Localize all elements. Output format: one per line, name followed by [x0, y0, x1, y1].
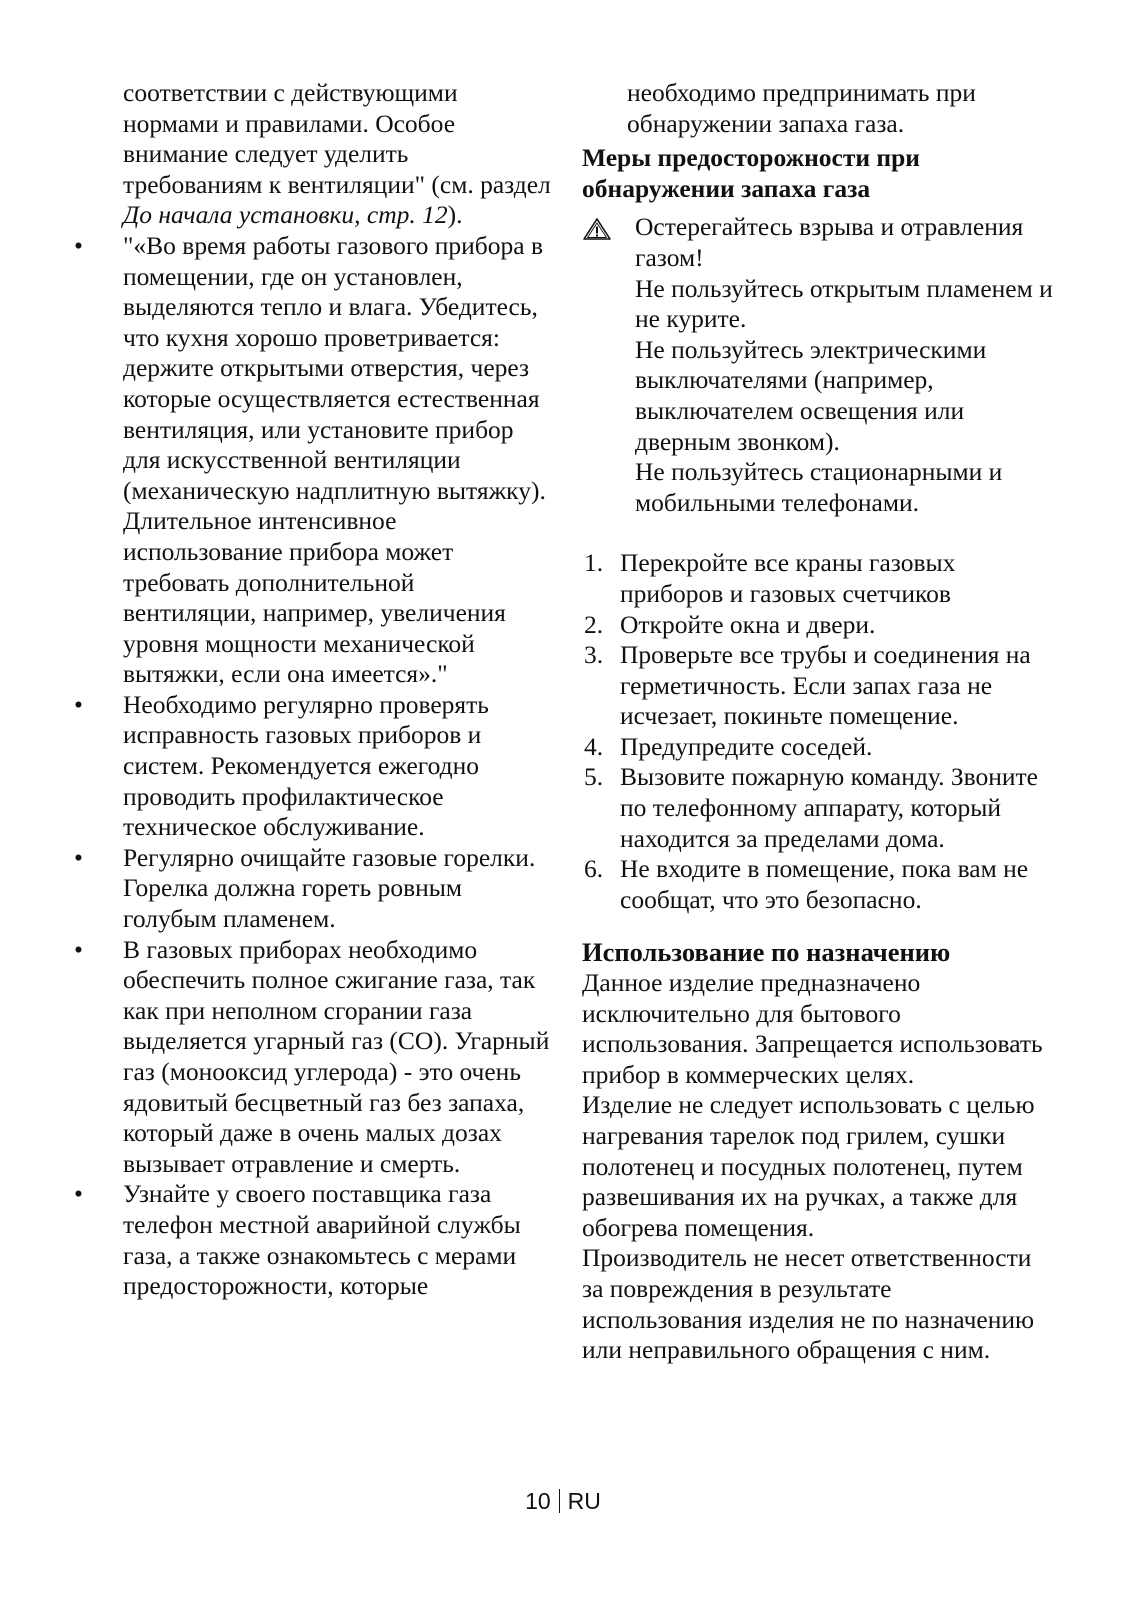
intended-use-paragraph: Данное изделие предназначено исключительно для бытового использования. Запрещается использовать прибор в коммерческих целях. [582, 968, 1043, 1089]
warning-block [582, 212, 1057, 518]
intended-use-heading: Использование по назначению [582, 937, 951, 968]
list-item [582, 610, 1057, 641]
bullet-item [72, 935, 552, 1180]
warning-line: Не пользуйтесь стационарными и мобильными телефонами. [635, 457, 1003, 517]
step-text: Вызовите пожарную команду. Звоните по телефонному аппарату, который находится за пределами дома. [620, 762, 1038, 853]
bullet-item [72, 1179, 552, 1301]
step-text: Предупредите соседей. [620, 731, 873, 761]
warning-line: Не пользуйтесь открытым пламенем и не курите. [635, 273, 1053, 334]
intended-use-paragraph: Изделие не следует использовать с целью нагревания тарелок под грилем, сушки полотенец и посудных полотенец, путем развешивания их на ручках, а также для обогрева помещения. [582, 1090, 1035, 1242]
intended-use-paragraph: Производитель не несет ответственности за повреждения в результате использования изделия не по назначению или неправильного обращения с ним. [582, 1243, 1035, 1365]
bullet-text: "«Во время работы газового прибора в помещении, где он установлен, выделяются тепло и влага. Убедитесь, что кухня хорошо проветривается: держите открытыми отверстия, через которые осуществляется естественная вентиляция, или установите прибор для искусственной вентиляции (механическую надплитную вытяжку). Длительное интенсивное использование прибора может требовать дополнительной вентиляции, например, увеличения уровня мощности механической вытяжки, если она имеется»." [123, 230, 546, 689]
precautions-heading: Меры предосторожности при обнаружении запаха газа [582, 143, 920, 203]
step-text: Откройте окна и двери. [620, 609, 876, 639]
list-item [582, 548, 1057, 609]
step-number: 1. [584, 548, 604, 578]
step-text: Проверьте все трубы и соединения на герметичность. Если запах газа не исчезает, покиньте помещение. [620, 640, 1031, 731]
bullet-text: Узнайте у своего поставщика газа телефон местной аварийной службы газа, а также ознакомьтесь с мерами предосторожности, которые [123, 1179, 521, 1301]
warning-line: Остерегайтесь взрыва и отравления газом! [635, 212, 1024, 272]
continued-tail: ). [447, 200, 463, 230]
list-item [582, 640, 1057, 732]
emergency-steps-list [582, 548, 1057, 915]
step-number: 6. [584, 854, 604, 884]
bullet-text: Необходимо регулярно проверять исправность газовых приборов и систем. Рекомендуется ежегодно проводить профилактическое техническое обслуживание. [123, 689, 489, 842]
step-number: 5. [584, 762, 604, 792]
footer-divider [559, 1489, 560, 1513]
continued-paragraph [123, 78, 552, 231]
bullet-text: Регулярно очищайте газовые горелки. Горелка должна гореть ровным голубым пламенем. [123, 842, 536, 934]
right-column [582, 78, 1057, 1366]
bullet-icon: • [74, 689, 83, 719]
bullet-text: В газовых приборах необходимо обеспечить полное сжигание газа, так как при неполном сгорании газа выделяется угарный газ (CO). Угарный газ (монооксид углерода) - это очень ядовитый бесцветный газ без запаха, который даже в очень малых дозах вызывает отравление и смерть. [123, 934, 550, 1178]
bullet-icon: • [74, 934, 83, 964]
continued-text: соответствии с действующими нормами и правилами. Особое внимание следует уделить требованиям к вентиляции" (см. раздел [123, 78, 551, 199]
step-text: Не входите в помещение, пока вам не сообщат, что это безопасно. [620, 854, 1029, 914]
warning-text [635, 212, 1057, 518]
language-code: RU [567, 1488, 601, 1514]
bullet-item [72, 843, 552, 935]
section-reference: До начала установки, стр. 12 [123, 200, 448, 230]
bullet-item [72, 690, 552, 843]
step-text: Перекройте все краны газовых приборов и газовых счетчиков [620, 548, 956, 608]
bullet-item [72, 231, 552, 690]
list-item [582, 854, 1057, 915]
step-number: 3. [584, 640, 604, 670]
warning-triangle-icon [582, 212, 635, 518]
continued-paragraph: необходимо предпринимать при обнаружении запаха газа. [627, 78, 976, 138]
bullet-icon: • [74, 842, 83, 872]
step-number: 2. [584, 609, 604, 639]
page-footer [0, 1486, 1126, 1517]
left-column [72, 78, 552, 1302]
bullet-icon: • [74, 230, 83, 260]
warning-line: Не пользуйтесь электрическими выключателями (например, выключателем освещения или дверным звонком). [635, 334, 987, 456]
bullet-icon: • [74, 1179, 83, 1209]
page-number: 10 [525, 1488, 551, 1514]
list-item [582, 762, 1057, 854]
step-number: 4. [584, 731, 604, 761]
list-item [582, 732, 1057, 763]
